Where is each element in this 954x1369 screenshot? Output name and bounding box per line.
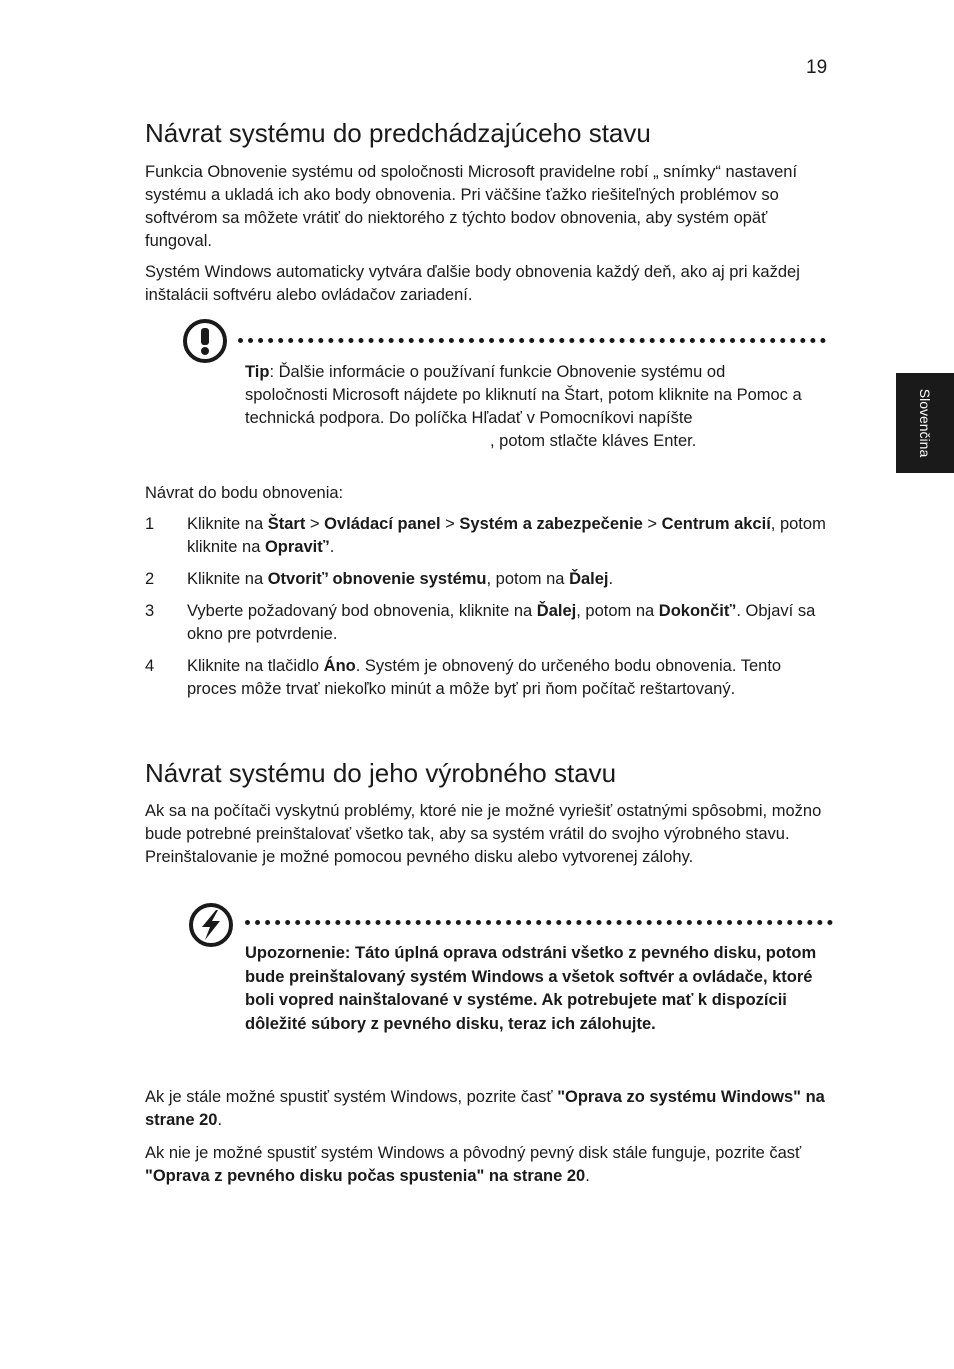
warning-text: Upozornenie: Táto úplná oprava odstráni všetko z pevného disku, potom bude preinštalovaný systém Windows a všetok softvér a ovládače, ktoré boli vopred nainštalované v systéme. Ak potrebujete mať k dispozícii dôležité súbory z pevného disku, teraz ich zálohujte.	[245, 944, 817, 1033]
section2-para3: Ak nie je možné spustiť systém Windows a pôvodný pevný disk stále funguje, pozrite časť "Oprava z pevného disku počas spustenia" na strane 20.	[145, 1144, 802, 1185]
language-side-tab	[896, 373, 954, 473]
steps-intro: Návrat do bodu obnovenia:	[145, 484, 344, 502]
ref-windows-repair: "Oprava zo systému Windows" na strane 20	[145, 1088, 825, 1129]
tip-divider	[238, 338, 826, 343]
step-number: 3	[145, 602, 155, 620]
section2-para1: Ak sa na počítači vyskytnú problémy, ktoré nie je možné vyriešiť ostatnými spôsobmi, možno bude potrebné preinštalovať všetko tak, aby sa systém vrátil do svojho výrobného stavu. Preinštalovanie je možné pomocou pevného disku alebo vytvorenej zálohy.	[145, 802, 822, 866]
list-item: 2 Kliknite na Otvoriť’ obnovenie systému, potom na Ďalej.	[145, 568, 835, 591]
tip-body: : Ďalšie informácie o používaní funkcie Obnovenie systému od spoločnosti Microsoft nájdete po kliknutí na Štart, potom kliknite na Pomoc a technická podpora. Do políčka Hľadať v Pomocníkovi napíšte	[245, 363, 802, 427]
step-number: 4	[145, 657, 155, 675]
ref-disk-repair: "Oprava z pevného disku počas spustenia" na strane 20	[145, 1167, 586, 1185]
warning-divider	[245, 920, 833, 925]
section1-para2: Systém Windows automaticky vytvára ďalšie body obnovenia každý deň, ako aj pri každej inštalácii softvéru alebo ovládačov zariadení.	[145, 263, 800, 304]
section1-para1: Funkcia Obnovenie systému od spoločnosti Microsoft pravidelne robí „ snímky“ nastavení systému a ukladá ich ako body obnovenia. Pri väčšine ťažko riešiteľných problémov so softvérom sa môžete vrátiť do niektorého z týchto bodov obnovenia, aby systém opäť fungoval.	[145, 163, 798, 250]
step-number: 2	[145, 570, 155, 588]
lightning-warning-icon	[188, 902, 234, 948]
section1-title: Návrat systému do predchádzajúceho stavu	[145, 118, 651, 148]
side-tab-label: Slovenčina	[917, 388, 933, 458]
list-item: 1 Kliknite na Štart > Ovládací panel > Systém a zabezpečenie > Centrum akcií, potom kliknite na Opraviť’.	[145, 515, 826, 556]
tip-text	[245, 361, 805, 453]
exclamation-icon	[182, 318, 228, 364]
restore-steps	[145, 513, 835, 710]
page-number: 19	[806, 57, 828, 78]
list-item: 3 Vyberte požadovaný bod obnovenia, kliknite na Ďalej, potom na Dokončiť’. Objaví sa okno pre potvrdenie.	[145, 602, 816, 643]
tip-end: , potom stlačte kláves Enter.	[490, 432, 697, 450]
tip-label: Tip	[245, 363, 270, 381]
step-number: 1	[145, 515, 155, 533]
section2-para2: Ak je stále možné spustiť systém Windows, pozrite časť "Oprava zo systému Windows" na strane 20.	[145, 1088, 825, 1129]
section2-title: Návrat systému do jeho výrobného stavu	[145, 758, 617, 788]
list-item: 4 Kliknite na tlačidlo Áno. Systém je obnovený do určeného bodu obnovenia. Tento proces môže trvať niekoľko minút a môže byť pri ňom počítač reštartovaný.	[145, 657, 782, 698]
